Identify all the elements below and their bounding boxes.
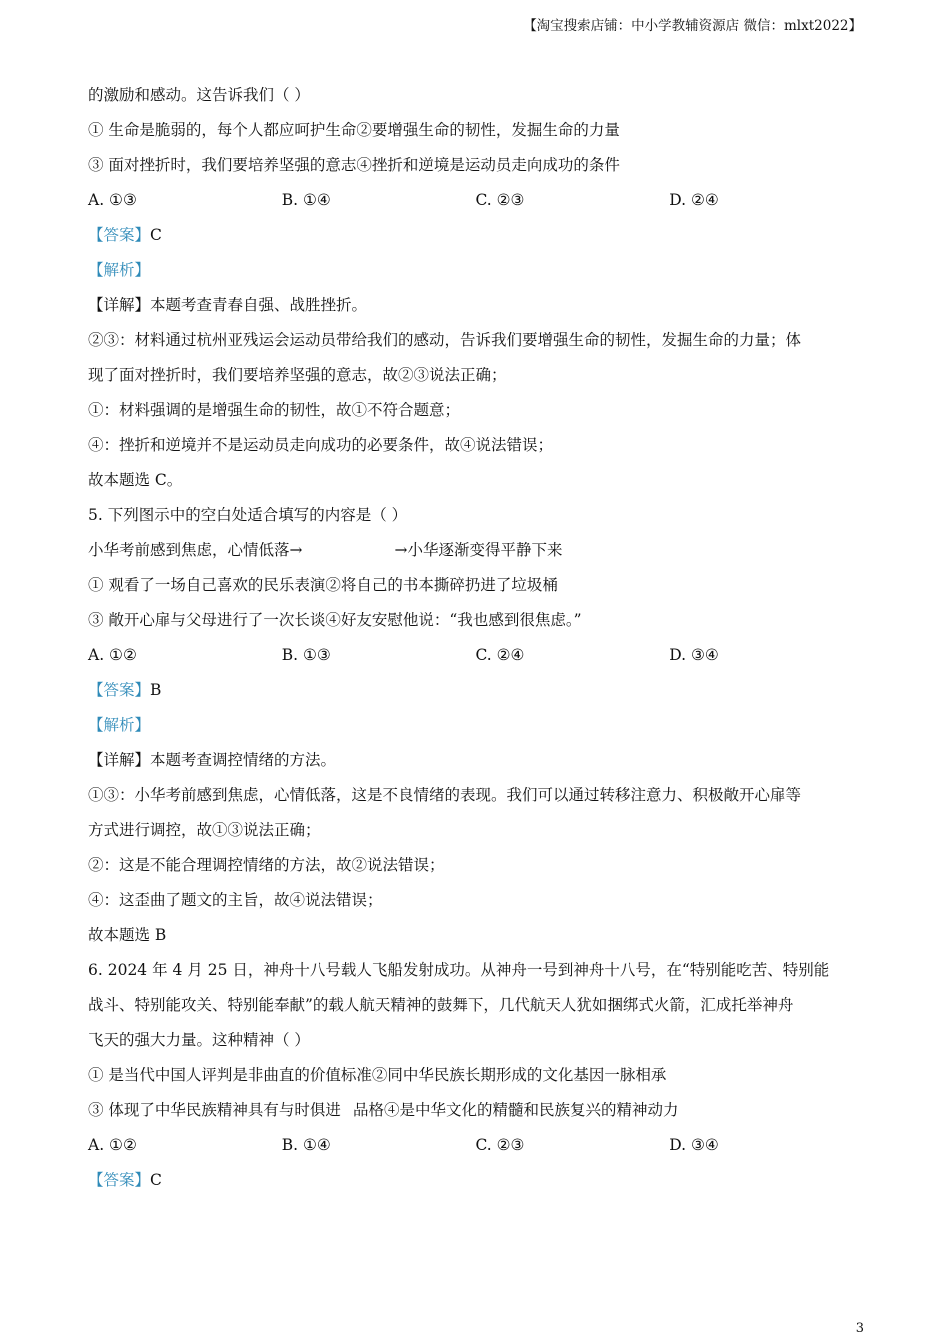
q4-option-line-1: ① 生命是脆弱的，每个人都应呵护生命②要增强生命的韧性，发掘生命的力量 bbox=[88, 121, 620, 139]
q5-answer bbox=[88, 673, 863, 708]
answer-value: C bbox=[150, 1171, 162, 1189]
q4-detail: 【详解】本题考查青春自强、战胜挫折。 bbox=[88, 296, 368, 314]
q6-stem-2: 战斗、特别能攻关、特别能奉献”的载人航天精神的鼓舞下，几代航天人犹如捆绑式火箭，汇成托举神舟 bbox=[88, 996, 794, 1014]
q5-option-line-2: ③ 敞开心扉与父母进行了一次长谈④好友安慰他说：“我也感到很焦虑。” bbox=[88, 611, 582, 629]
q6-stem-3: 飞天的强大力量。这种精神（ ） bbox=[88, 1031, 310, 1049]
q5-explanation-1a: ①③：小华考前感到焦虑，心情低落，这是不良情绪的表现。我们可以通过转移注意力、积极敞开心扉等 bbox=[88, 786, 802, 804]
page-header: 【淘宝搜索店铺：中小学教辅资源店 微信：mlxt2022】 bbox=[523, 18, 862, 34]
document-body bbox=[88, 78, 863, 1198]
q5-diagram bbox=[88, 533, 863, 568]
q4-choice-a: A. ①③ bbox=[88, 191, 137, 209]
answer-value: C bbox=[150, 226, 162, 244]
q5-choice-c: C. ②④ bbox=[475, 646, 525, 664]
q5-conclusion: 故本题选 B bbox=[88, 926, 167, 944]
q5-choice-b: B. ①③ bbox=[281, 646, 331, 664]
q6-option-line-1: ① 是当代中国人评判是非曲直的价值标准②同中华民族长期形成的文化基因一脉相承 bbox=[88, 1066, 667, 1084]
q5-choice-a: A. ①② bbox=[88, 646, 137, 664]
q6-option-3-4-text: 品格④是中华文化的精髓和民族复兴的精神动力 bbox=[352, 1101, 679, 1119]
q6-choice-a: A. ①② bbox=[88, 1136, 137, 1154]
q5-detail: 【详解】本题考查调控情绪的方法。 bbox=[88, 751, 337, 769]
q6-option-line-2 bbox=[88, 1093, 863, 1128]
q5-explanation-3: ④：这歪曲了题文的主旨，故④说法错误； bbox=[88, 891, 383, 909]
q4-stem-end: 的激励和感动。这告诉我们（ ） bbox=[88, 86, 310, 104]
q4-explanation-3: ④：挫折和逆境并不是运动员走向成功的必要条件，故④说法错误； bbox=[88, 436, 554, 454]
q5-stem: 5. 下列图示中的空白处适合填写的内容是（ ） bbox=[88, 506, 408, 524]
q6-choice-c: C. ②③ bbox=[475, 1136, 525, 1154]
q4-choice-c: C. ②③ bbox=[475, 191, 525, 209]
diagram-left: 小华考前感到焦虑，心情低落→ bbox=[88, 541, 303, 559]
q6-answer bbox=[88, 1163, 863, 1198]
q5-choice-d: D. ③④ bbox=[669, 646, 719, 664]
q4-option-line-2: ③ 面对挫折时，我们要培养坚强的意志④挫折和逆境是运动员走向成功的条件 bbox=[88, 156, 620, 174]
q5-analysis-tag: 【解析】 bbox=[88, 716, 151, 734]
page-number: 3 bbox=[855, 1321, 864, 1336]
q4-analysis-tag: 【解析】 bbox=[88, 261, 151, 279]
q4-conclusion: 故本题选 C。 bbox=[88, 471, 183, 489]
q4-choices bbox=[88, 183, 863, 218]
q4-choice-d: D. ②④ bbox=[669, 191, 719, 209]
diagram-right: →小华逐渐变得平静下来 bbox=[394, 541, 563, 559]
q6-stem-1: 6. 2024 年 4 月 25 日，神舟十八号载人飞船发射成功。从神舟一号到神舟十八号，在“特别能吃苦、特别能 bbox=[88, 961, 830, 979]
q6-choice-b: B. ①④ bbox=[281, 1136, 331, 1154]
q4-choice-b: B. ①④ bbox=[281, 191, 331, 209]
answer-tag: 【答案】 bbox=[88, 681, 151, 699]
q5-choices bbox=[88, 638, 863, 673]
q4-explanation-1a: ②③：材料通过杭州亚残运会运动员带给我们的感动，告诉我们要增强生命的韧性，发掘生命的力量；体 bbox=[88, 331, 802, 349]
q4-explanation-1b: 现了面对挫折时，我们要培养坚强的意志，故②③说法正确； bbox=[88, 366, 507, 384]
q4-answer bbox=[88, 218, 863, 253]
answer-value: B bbox=[150, 681, 162, 699]
q6-choices bbox=[88, 1128, 863, 1163]
q6-choice-d: D. ③④ bbox=[669, 1136, 719, 1154]
q6-option-3-text: ③ 体现了中华民族精神具有与时俱进 bbox=[88, 1101, 341, 1119]
q5-explanation-1b: 方式进行调控，故①③说法正确； bbox=[88, 821, 321, 839]
answer-tag: 【答案】 bbox=[88, 226, 151, 244]
q4-explanation-2: ①：材料强调的是增强生命的韧性，故①不符合题意； bbox=[88, 401, 461, 419]
q5-option-line-1: ① 观看了一场自己喜欢的民乐表演②将自己的书本撕碎扔进了垃圾桶 bbox=[88, 576, 558, 594]
answer-tag: 【答案】 bbox=[88, 1171, 151, 1189]
q5-explanation-2: ②：这是不能合理调控情绪的方法，故②说法错误； bbox=[88, 856, 445, 874]
